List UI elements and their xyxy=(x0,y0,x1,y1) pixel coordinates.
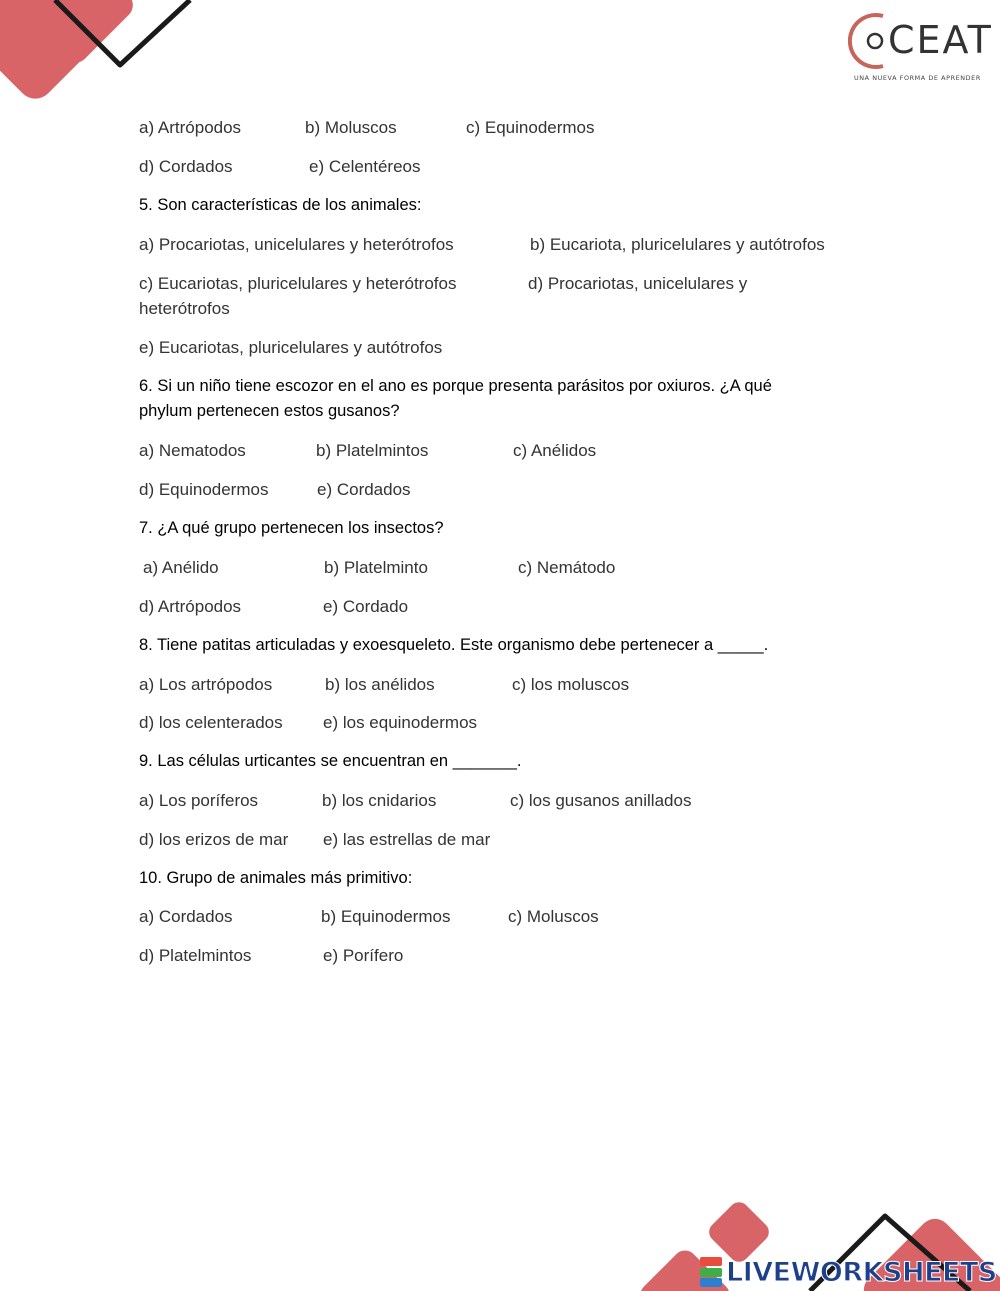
option-a[interactable]: a) Los artrópodos xyxy=(139,675,273,694)
option-d[interactable]: d) Platelmintos xyxy=(139,946,252,965)
option-e[interactable]: e) las estrellas de mar xyxy=(323,830,491,849)
question-prompt: 10. Grupo de animales más primitivo: xyxy=(139,869,413,887)
option-continuation: heterótrofos xyxy=(139,299,230,318)
option-a[interactable]: a) Los poríferos xyxy=(139,791,259,810)
option-c[interactable]: c) Moluscos xyxy=(508,907,599,926)
option-c[interactable]: c) Eucariotas, pluricelulares y heterótrofos xyxy=(139,274,457,293)
option-c[interactable]: c) los gusanos anillados xyxy=(510,791,692,810)
logo-tagline: UNA NUEVA FORMA DE APRENDER xyxy=(854,74,981,82)
logo-mark-icon xyxy=(848,10,888,70)
question-prompt: 5. Son características de los animales: xyxy=(139,196,422,214)
question-prompt-cont: phylum pertenecen estos gusanos? xyxy=(139,402,400,420)
option-d[interactable]: d) Cordados xyxy=(139,157,233,176)
liveworksheets-logo-icon xyxy=(700,1257,722,1287)
option-b[interactable]: b) los cnidarios xyxy=(322,791,437,810)
option-d[interactable]: d) Artrópodos xyxy=(139,597,242,616)
option-c[interactable]: c) Equinodermos xyxy=(466,118,595,137)
option-e[interactable]: e) los equinodermos xyxy=(323,713,478,732)
option-e[interactable]: e) Cordado xyxy=(323,597,409,616)
option-b[interactable]: b) Moluscos xyxy=(305,118,397,137)
option-a[interactable]: a) Nematodos xyxy=(139,441,246,460)
option-b[interactable]: b) Equinodermos xyxy=(321,907,451,926)
option-a[interactable]: a) Anélido xyxy=(143,558,219,577)
option-a[interactable]: a) Artrópodos xyxy=(139,118,242,137)
option-c[interactable]: c) los moluscos xyxy=(512,675,630,694)
corner-decoration-top xyxy=(0,0,220,130)
option-b[interactable]: b) Platelmintos xyxy=(316,441,429,460)
logo-text: CEAT xyxy=(888,18,993,62)
question-prompt: 9. Las células urticantes se encuentran en _______. xyxy=(139,752,522,770)
question-prompt: 8. Tiene patitas articuladas y exoesqueleto. Este organismo debe pertenecer a _____. xyxy=(139,636,769,654)
question-prompt: 7. ¿A qué grupo pertenecen los insectos? xyxy=(139,519,444,537)
option-e[interactable]: e) Cordados xyxy=(317,480,411,499)
option-d[interactable]: d) Procariotas, unicelulares y xyxy=(528,274,748,293)
option-d[interactable]: d) los celenterados xyxy=(139,713,283,732)
option-d[interactable]: d) Equinodermos xyxy=(139,480,269,499)
option-e[interactable]: e) Porífero xyxy=(323,946,404,965)
watermark-text: LIVEWORKSHEETS xyxy=(726,1256,997,1288)
option-b[interactable]: b) Platelminto xyxy=(324,558,428,577)
option-a[interactable]: a) Cordados xyxy=(139,907,233,926)
option-a[interactable]: a) Procariotas, unicelulares y heterótrofos xyxy=(139,235,454,254)
question-prompt: 6. Si un niño tiene escozor en el ano es porque presenta parásitos por oxiuros. ¿A qué xyxy=(139,377,772,395)
option-c[interactable]: c) Anélidos xyxy=(513,441,597,460)
option-e[interactable]: e) Celentéreos xyxy=(309,157,421,176)
liveworksheets-watermark xyxy=(700,1255,997,1289)
option-b[interactable]: b) Eucariota, pluricelulares y autótrofos xyxy=(530,235,825,254)
option-e[interactable]: e) Eucariotas, pluricelulares y autótrofos xyxy=(139,338,443,357)
option-d[interactable]: d) los erizos de mar xyxy=(139,830,289,849)
ceat-logo xyxy=(848,10,993,90)
option-b[interactable]: b) los anélidos xyxy=(325,675,435,694)
option-c[interactable]: c) Nemátodo xyxy=(518,558,616,577)
